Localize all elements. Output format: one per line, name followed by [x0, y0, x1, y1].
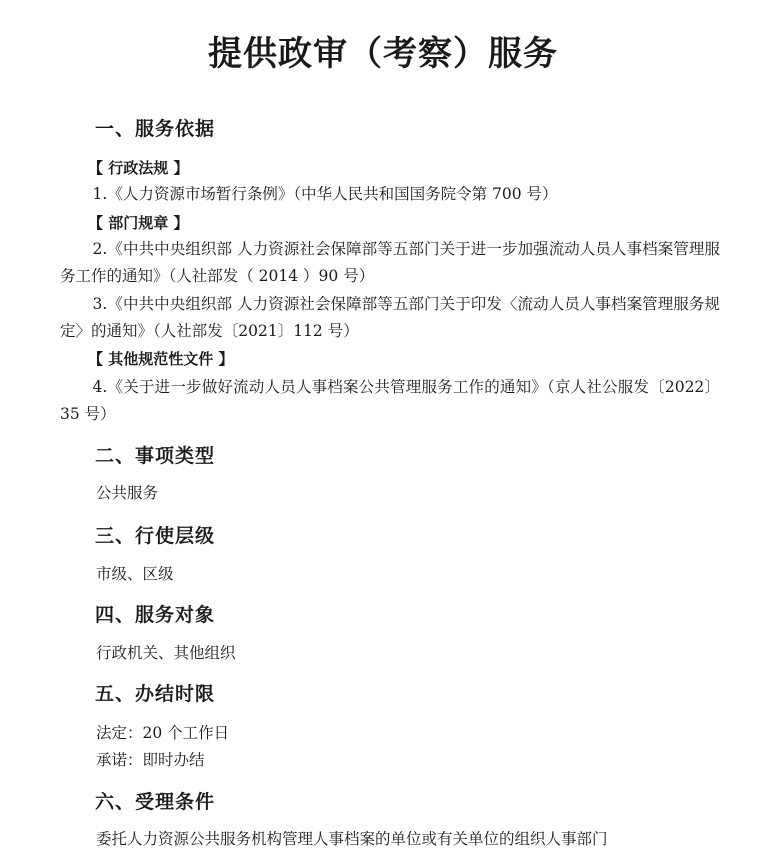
subheading-admin-regulations: 【 行政法规 】	[88, 159, 189, 177]
page-title: 提供政审（考察）服务	[208, 34, 558, 74]
section-heading-level: 三、行使层级	[95, 525, 216, 547]
type-value: 公共服务	[96, 484, 159, 502]
subheading-other-documents: 【 其他规范性文件 】	[88, 350, 234, 368]
level-value: 市级、区级	[96, 565, 174, 583]
subheading-department-rules: 【 部门规章 】	[88, 214, 189, 232]
basis-item-3: 3.《中共中央组织部 人力资源社会保障部等五部门关于印发〈流动人员人事档案管理服务规定〉的通知》（人社部发〔2021〕112 号）	[60, 295, 720, 340]
section-heading-basis: 一、服务依据	[95, 118, 216, 140]
conditions-value: 委托人力资源公共服务机构管理人事档案的单位或有关单位的组织人事部门	[96, 830, 608, 848]
section-heading-type: 二、事项类型	[95, 445, 216, 467]
time-limit-statutory: 法定：20 个工作日	[96, 724, 230, 742]
section-heading-conditions: 六、受理条件	[95, 791, 216, 813]
target-value: 行政机关、其他组织	[96, 644, 236, 662]
section-heading-time-limit: 五、办结时限	[95, 683, 216, 705]
basis-item-1: 1.《人力资源市场暂行条例》（中华人民共和国国务院令第 700 号）	[92, 185, 558, 203]
basis-item-2: 2.《中共中央组织部 人力资源社会保障部等五部门关于进一步加强流动人员人事档案管理服务工作的通知》（人社部发（ 2014 ）90 号）	[60, 240, 720, 285]
section-heading-target: 四、服务对象	[95, 604, 216, 626]
basis-item-4: 4.《关于进一步做好流动人员人事档案公共管理服务工作的通知》（京人社公服发〔2022〕35 号）	[60, 378, 720, 423]
time-limit-promised: 承诺：即时办结	[96, 751, 205, 769]
